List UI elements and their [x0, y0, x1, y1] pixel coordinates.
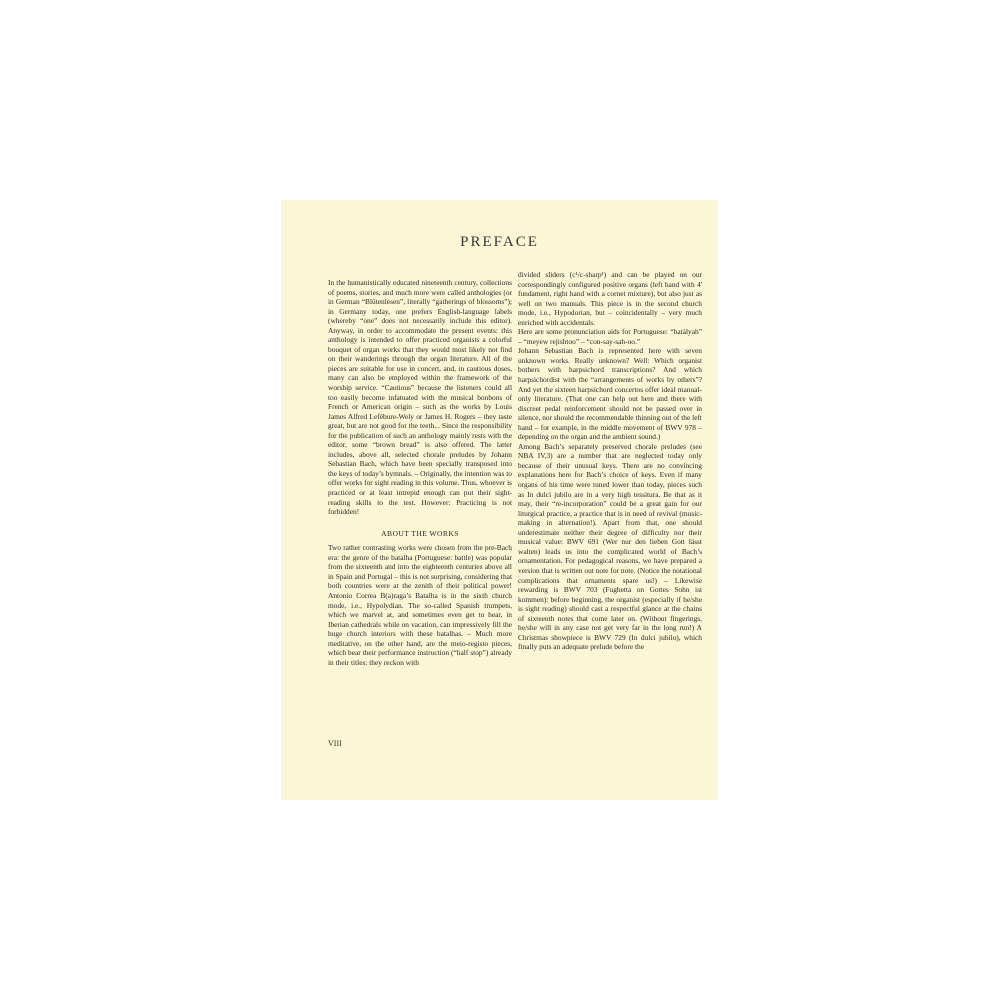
paragraph-bach-works: Johann Sebastian Bach is represented here with seven unknown works. Really unknown? Well: Which organist bothers with harpsichord transcriptions? And which harpsichordist with the “arrangements of works by others”? And yet the sixteen harpsichord concertos offer ideal manual-only literature. (That one can help out here and there with discreet pedal reinforcement should not be passed over in silence, nor should the recommendable thinning out of the left hand – for example, in the middle movement of BWV 978 – depending on the organ and the ambient sound.)	[518, 346, 702, 442]
paragraph-pronunciation: Here are some pronunciation aids for Portuguese: “batàlyah” – “meyew rejishtoo” – “con-say-sah-oo.”	[518, 327, 702, 346]
works-paragraph: Two rather contrasting works were chosen from the pre-Bach era: the genre of the batalha (Portuguese: battle) was popular from the sixteenth and into the eighteenth centuries above all in Spain and Portugal – this is not surprising, considering that both countries were at the zenith of their political power! Antonio Correa B(a)raga’s Batalha is in the sixth church mode, i.e., Hypolydian. The so-called Spanish trumpets, which we marvel at, and sometimes even get to hear, in Iberian cathedrals while on vacation, can impressively fill the huge church interiors with these batalhas. – Much more meditative, on the other hand, are the meio-registo pieces, which bear their performance instruction (“half stop”) already in their titles: they reckon with	[328, 543, 512, 667]
paragraph-chorale-preludes: Among Bach’s separately preserved chorale preludes (see NBA IV,3) are a number that are neglected today only because of their unusual keys. There are no convincing explanations here for Bach’s choice of keys. Even if many organs of his time were tuned lower than today, pieces such as In dulci jubilo are in a very high tessitura. Be that as it may, their “re-incorporation” could be a great gain for our liturgical practice, a practice that is in need of revival (music-making in alternation!). Apart from that, one should underestimate neither their degree of difficulty nor their musical value: BWV 691 (Wer nur den lieben Gott lässt walten) leads us into the complicated world of Bach’s ornamentation. For pedagogical reasons, we have prepared a version that is written out note for note. (Notice the notational complications that ornaments spare us!) – Likewise rewarding is BWV 703 (Fughetta on Gottes Sohn ist kommen): before beginning, the organist (especially if he/she is sight reading) should cast a respectful glance at the chains of sixteenth notes that come later on. (Without fingerings, he/she will in any case not get very far in the long run!) A Christmas showpiece is BWV 729 (In dulci jubilo), which finally puts an adequate prelude before the	[518, 441, 702, 652]
right-column	[518, 270, 702, 652]
preface-page	[281, 200, 718, 800]
page-number: VIII	[328, 739, 342, 748]
intro-paragraph: In the humanistically educated nineteenth century, collections of poems, stories, and much more were called anthologies (or in German “Blütenlesen”, literally “gatherings of blossoms”); in Germany today, one prefers English-language labels (whereby “one” does not necessarily include this editor). Anyway, in order to accommodate the present events: this anthology is intended to offer practiced organists a colorful bouquet of organ works that they would most likely not find on their wanderings through the organ literature. All of the pieces are suitable for use in concert, and, in cautious doses, many can also be employed within the framework of the worship service. “Cautious” because the listeners could all too easily become infatuated with the musical bonbons of French or American origin – such as the works by Louis James Alfred Lefébure-Wely or James H. Rogers – they taste great, but are not good for the teeth... Since the responsibility for the publication of such an anthology mainly rests with the editor, some “brown bread” is also offered. The latter includes, above all, selected chorale preludes by Johann Sebastian Bach, which have been specially transposed into the keys of today’s hymnals. – Originally, the intention was to offer works for sight reading in this volume. Thus, whoever is practiced or at least intrepid enough can put their sight-reading skills to the test. However: Practicing is not forbidden!	[328, 278, 512, 517]
paragraph-sliders: divided sliders (c¹/c-sharp¹) and can be played on our correspondingly configured positive organs (left hand with 4' fundament, right hand with a cornet mixture), but also just as well on two manuals. This piece is in the second church mode, i.e., Hypodorian, but – coincidentally – very much enriched with accidentals.	[518, 270, 702, 327]
section-heading: ABOUT THE WORKS	[381, 528, 459, 538]
left-column	[328, 278, 512, 667]
page-title: PREFACE	[460, 234, 539, 250]
